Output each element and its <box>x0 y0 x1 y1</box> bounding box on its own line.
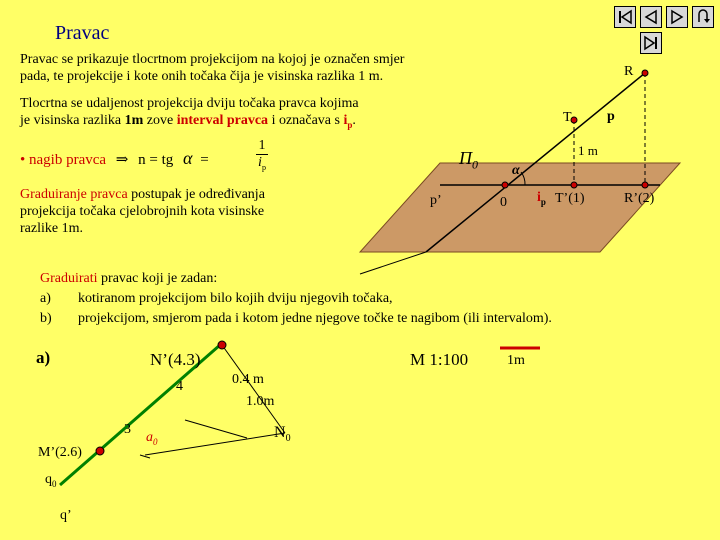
page-title: Pravac <box>55 22 110 44</box>
projection-plane <box>360 163 680 252</box>
fraction: 1 $i_p$ <box>256 138 268 172</box>
slope-formula: • nagib pravca ⇒ n = tg α = <box>20 148 209 168</box>
interval-line-1: Tlocrtna se udaljenost projekcija dviju točaka pravca kojima <box>20 96 359 111</box>
label-alpha: α <box>512 163 520 178</box>
label-pi-0: $\Pi_0$ <box>459 148 478 172</box>
label-0-4m: 0.4 m <box>232 372 264 387</box>
point-0 <box>502 182 508 188</box>
grading-term: Graduiranje pravca <box>20 187 128 202</box>
point-T-prime <box>571 182 577 188</box>
interval-line-2: je visinska razlika 1m zove interval pravca i označava s $i_p$. <box>20 113 356 130</box>
auxiliary-line <box>145 433 285 455</box>
interval-term: interval pravca <box>176 113 269 128</box>
example-label: a) <box>36 348 51 367</box>
label-R: R <box>624 64 634 79</box>
task-item-a-text: kotiranom projekcijom bilo kojih dviju njegovih točaka, <box>78 291 393 306</box>
label-N0: $N_0$ <box>274 424 291 445</box>
parallel-4 <box>185 420 247 438</box>
scale-bar-label: 1m <box>507 353 525 368</box>
label-1-0m: 1.0m <box>246 394 275 409</box>
task-line-1: Graduirati pravac koji je zadan: <box>40 271 218 286</box>
label-p: p <box>607 109 615 124</box>
slope-equation: n = tg <box>138 152 174 168</box>
point-R <box>642 70 648 76</box>
connector-line <box>222 345 285 433</box>
label-4: 4 <box>176 379 183 394</box>
point-R-prime <box>642 182 648 188</box>
label-1m: 1 m <box>578 143 598 158</box>
label-T1: T’(1) <box>555 191 585 206</box>
tick-3 <box>140 455 150 458</box>
label-M-prime: M’(2.6) <box>38 445 82 460</box>
label-T: T <box>563 110 572 125</box>
label-ip: $i_p$ <box>537 190 546 207</box>
label-a0: $a_0$ <box>146 430 158 447</box>
slope-term: • nagib pravca <box>20 152 107 168</box>
point-N-prime <box>218 341 226 349</box>
intro-line-1: Pravac se prikazuje tlocrtnom projekcijom na kojoj je označen smjer <box>20 52 405 67</box>
implies-arrow: ⇒ <box>115 152 129 168</box>
alpha-symbol: α <box>183 148 193 168</box>
point-M-prime <box>96 447 104 455</box>
label-R2: R’(2) <box>624 191 655 206</box>
grading-paragraph: Graduiranje pravca postupak je određivanja projekcija točaka cjelobrojnih kota visinske razlike 1m. <box>20 187 265 236</box>
task-item-a-label: a) <box>40 291 51 306</box>
label-zero: 0 <box>500 195 507 210</box>
intro-line-2: pada, te projekcije i kote onih točaka čija je visinska razlika 1 m. <box>20 69 384 84</box>
label-q0: $q_0$ <box>45 472 57 489</box>
task-item-b-text: projekcijom, smjerom pada i kotom jedne njegove točke te nagibom (ili intervalom). <box>78 311 552 326</box>
line-p-lower <box>360 252 426 274</box>
label-N-prime: N’(4.3) <box>150 350 201 369</box>
label-p-prime: p’ <box>430 193 442 208</box>
label-3: 3 <box>124 422 131 437</box>
task-item-b-label: b) <box>40 311 52 326</box>
scale-label: M 1:100 <box>410 350 469 369</box>
label-q-prime: q’ <box>60 508 72 523</box>
